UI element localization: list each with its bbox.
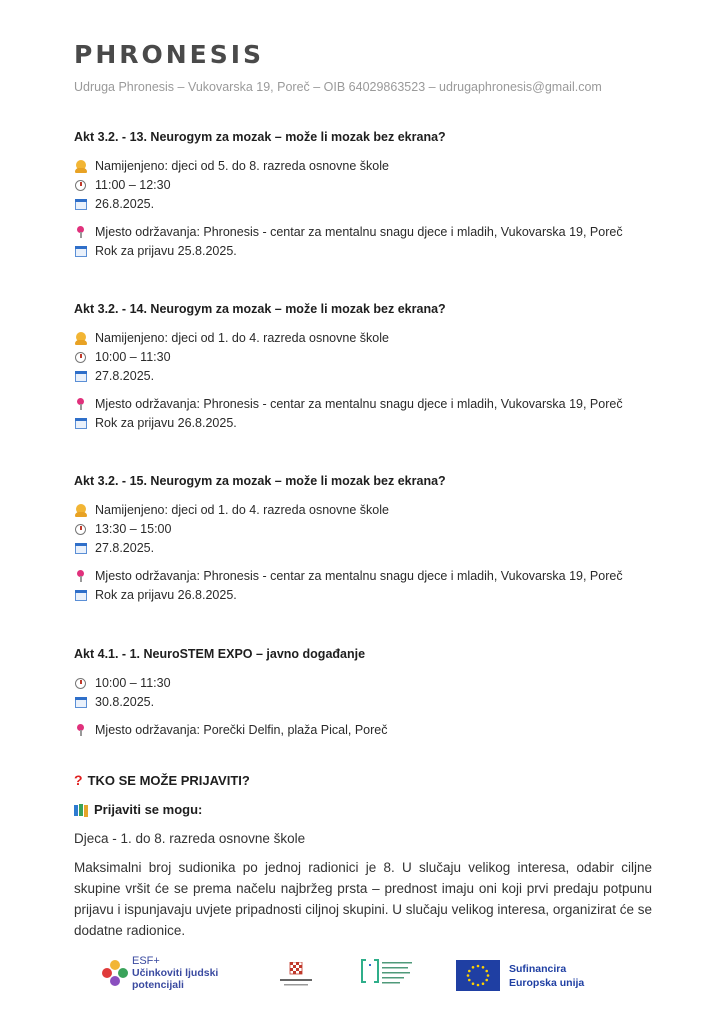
croatian-coat-of-arms-icon <box>278 962 314 988</box>
foundation-bracket-icon <box>360 958 418 992</box>
event-audience <box>74 328 674 347</box>
time-text: 11:00 – 12:30 <box>95 177 171 192</box>
location-text: Mjesto održavanja: Porečki Delfin, plaža Pical, Poreč <box>95 722 388 737</box>
who-can-apply-subheading <box>74 802 202 817</box>
audience-text: Namijenjeno: djeci od 1. do 4. razreda osnovne škole <box>95 330 389 345</box>
person-icon <box>74 331 88 345</box>
pushpin-icon <box>74 225 88 239</box>
croatian-government-logo <box>278 962 314 988</box>
books-icon <box>74 804 88 816</box>
event-block <box>74 130 674 260</box>
calendar-icon <box>74 541 88 555</box>
organization-address: Udruga Phronesis – Vukovarska 19, Poreč – OIB 64029863523 – udrugaphronesis@gmail.com <box>74 80 602 94</box>
time-text: 13:30 – 15:00 <box>95 521 172 536</box>
target-group: Djeca - 1. do 8. razreda osnovne škole <box>74 831 306 846</box>
deadline-text: Rok za prijavu 26.8.2025. <box>95 415 237 430</box>
calendar-icon <box>74 416 88 430</box>
eu-line1: Sufinancira <box>509 962 567 975</box>
event-date <box>74 538 674 557</box>
event-location <box>74 394 674 413</box>
deadline-text: Rok za prijavu 25.8.2025. <box>95 243 237 258</box>
calendar-icon <box>74 369 88 383</box>
pushpin-icon <box>74 569 88 583</box>
event-date <box>74 194 674 213</box>
location-text: Mjesto održavanja: Phronesis - centar za mentalnu snagu djece i mladih, Vukovarska 19, Poreč <box>95 396 623 411</box>
event-location <box>74 566 674 585</box>
date-text: 27.8.2025. <box>95 540 155 555</box>
event-audience <box>74 156 674 175</box>
esf-line3: potencijali <box>132 979 184 991</box>
event-block <box>74 474 674 604</box>
event-title: Akt 3.2. - 14. Neurogym za mozak – može li mozak bez ekrana? <box>74 302 446 316</box>
event-block <box>74 647 674 739</box>
event-title: Akt 3.2. - 13. Neurogym za mozak – može li mozak bez ekrana? <box>74 130 446 144</box>
event-date <box>74 692 674 711</box>
event-time <box>74 175 674 194</box>
question-mark-icon: ? <box>74 772 83 788</box>
esf-line1: ESF+ <box>132 955 160 967</box>
event-deadline <box>74 585 674 604</box>
event-deadline <box>74 241 674 260</box>
eu-cofunding-logo <box>456 960 584 991</box>
date-text: 30.8.2025. <box>95 694 155 709</box>
stopwatch-icon <box>74 676 88 690</box>
person-icon <box>74 503 88 517</box>
event-location <box>74 222 674 241</box>
event-time <box>74 347 674 366</box>
national-foundation-logo <box>360 958 418 992</box>
time-text: 10:00 – 11:30 <box>95 675 171 690</box>
heading-text: TKO SE MOŽE PRIJAVITI? <box>87 772 250 788</box>
eu-line2: Europska unija <box>509 976 585 989</box>
event-block <box>74 302 674 432</box>
who-can-apply-heading <box>74 772 250 788</box>
event-date <box>74 366 674 385</box>
location-text: Mjesto održavanja: Phronesis - centar za mentalnu snagu djece i mladih, Vukovarska 19, Poreč <box>95 224 623 239</box>
calendar-icon <box>74 588 88 602</box>
stopwatch-icon <box>74 350 88 364</box>
location-text: Mjesto održavanja: Phronesis - centar za mentalnu snagu djece i mladih, Vukovarska 19, Poreč <box>95 568 623 583</box>
esf-emblem-icon <box>102 960 128 986</box>
event-location <box>74 720 674 739</box>
event-time <box>74 673 674 692</box>
deadline-text: Rok za prijavu 26.8.2025. <box>95 587 237 602</box>
pushpin-icon <box>74 397 88 411</box>
calendar-icon <box>74 244 88 258</box>
stopwatch-icon <box>74 522 88 536</box>
person-icon <box>74 159 88 173</box>
pushpin-icon <box>74 723 88 737</box>
participation-paragraph: Maksimalni broj sudionika po jednoj radionici je 8. U slučaju velikog interesa, odabir ciljne skupine vršit će se prema načelu najbržeg prsta – prednost imaju oni koji prvi predaju potpunu prijavu i ispunjavaju uvjete pripadnosti ciljnoj skupini. U slučaju velikog interesa, organizirat će se dodatne radionice. <box>74 860 652 938</box>
organization-logo: PHRONESIS <box>74 40 265 69</box>
esf-line2: Učinkoviti ljudski <box>132 967 219 979</box>
date-text: 26.8.2025. <box>95 196 155 211</box>
esf-logo <box>102 955 218 991</box>
event-title: Akt 4.1. - 1. NeuroSTEM EXPO – javno događanje <box>74 647 366 661</box>
event-deadline <box>74 413 674 432</box>
eu-flag-icon <box>456 960 500 991</box>
subheading-text: Prijaviti se mogu: <box>94 802 203 817</box>
time-text: 10:00 – 11:30 <box>95 349 171 364</box>
audience-text: Namijenjeno: djeci od 5. do 8. razreda osnovne škole <box>95 158 389 173</box>
calendar-icon <box>74 197 88 211</box>
calendar-icon <box>74 695 88 709</box>
date-text: 27.8.2025. <box>95 368 155 383</box>
event-audience <box>74 500 674 519</box>
stopwatch-icon <box>74 178 88 192</box>
event-title: Akt 3.2. - 15. Neurogym za mozak – može li mozak bez ekrana? <box>74 474 446 488</box>
audience-text: Namijenjeno: djeci od 1. do 4. razreda osnovne škole <box>95 502 389 517</box>
event-time <box>74 519 674 538</box>
